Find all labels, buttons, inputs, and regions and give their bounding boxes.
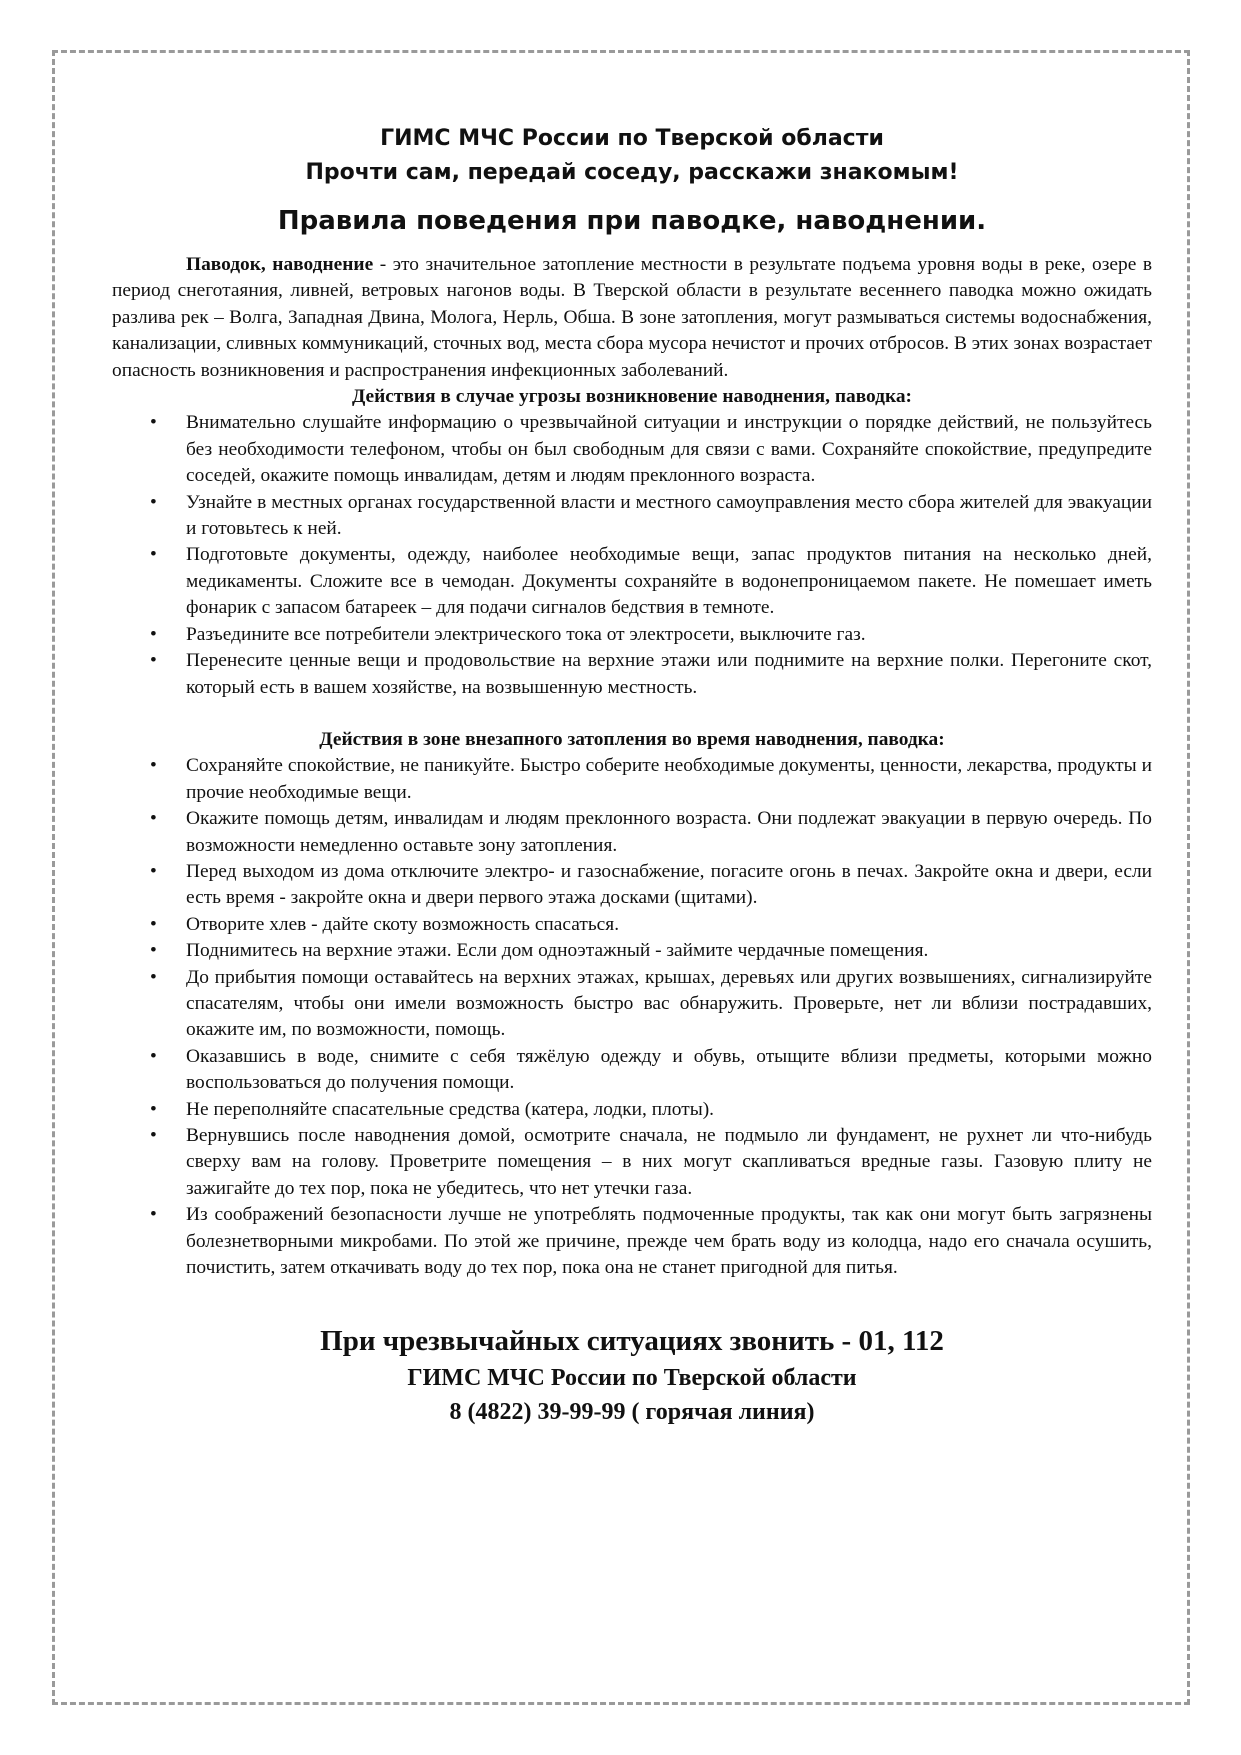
bullet-icon: • [150,1204,157,1226]
list-item [112,1123,1152,1202]
list-item-text: Разъедините все потребители электрического тока от электросети, выключите газ. [186,623,866,645]
bullet-icon: • [150,491,157,513]
bullet-icon: • [150,1045,157,1067]
list-item [112,753,1152,806]
list-item [112,622,1152,648]
bullet-icon: • [150,623,157,645]
list-item [112,859,1152,912]
section-threat-list [112,410,1152,700]
section-flood-list [112,753,1152,1281]
list-item-text: Подготовьте документы, одежду, наиболее необходимые вещи, запас продуктов питания на несколько дней, медикаменты. Сложите все в чемодан. Документы сохраняйте в водонепроницаемом пакете. Не помешает иметь фонарик с запасом батареек – для подачи сигналов бедствия в темноте. [186,544,1152,619]
bullet-icon: • [150,966,157,988]
list-item-text: Поднимитесь на верхние этажи. Если дом одноэтажный - займите чердачные помещения. [186,940,929,962]
list-item [112,806,1152,859]
emergency-call-line: При чрезвычайных ситуациях звонить - 01, 112 [320,1325,944,1358]
list-item-text: Окажите помощь детям, инвалидам и людям преклонного возраста. Они подлежат эвакуации в первую очередь. По возможности немедленно оставьте зону затопления. [186,808,1152,856]
bullet-icon: • [150,860,157,882]
footer-org: ГИМС МЧС России по Тверской области [407,1365,857,1392]
list-item-text: Узнайте в местных органах государственной власти и местного самоуправления место сбора жителей для эвакуации и готовьтесь к ней. [186,491,1152,540]
list-item-text: Не переполняйте спасательные средства (катера, лодки, плоты). [186,1098,715,1120]
list-item-text: Отворите хлев - дайте скоту возможность спасаться. [186,913,620,935]
document-content [112,122,1152,1429]
footer [112,1321,1152,1429]
list-item-text: Перенесите ценные вещи и продовольствие на верхние этажи или поднимите на верхние полки. Перегоните скот, который есть в вашем хозяйстве, на возвышенную местность. [186,650,1152,698]
list-item [112,938,1152,964]
list-item-text: До прибытия помощи оставайтесь на верхних этажах, крышах, деревьях или других возвышениях, сигнализируйте спасателям, чтобы они имели возможность быстро вас обнаружить. Проверьте, нет ли вблизи пострадавших, окажите им, по возможности, помощь. [186,966,1152,1041]
intro-text: - это значительное затопление местности в результате подъема уровня воды в реке, озере в период снеготаяния, ливней, ветровых нагонов воды. В Тверской области в результате весеннего паводка можно ожидать разлива рек – Волга, Западная Двина, Молога, Нерль, Обша. В зоне затопления, могут размываться системы водоснабжения, канализации, сливных коммуникаций, сточных вод, места сбора мусора нечистот и прочих отбросов. В этих зонах возрастает опасность возникновения и распространения инфекционных заболеваний. [112,254,1152,381]
list-item [112,965,1152,1044]
list-item-text: Из соображений безопасности лучше не употреблять подмоченные продукты, так как они могут быть загрязнены болезнетворными микробами. По этой же причине, прежде чем брать воду из колодца, надо его сначала осушить, почистить, затем откачивать воду до тех пор, пока она не станет пригодной для питья. [186,1204,1152,1279]
org-header: ГИМС МЧС России по Тверской области [380,126,884,151]
bullet-icon: • [150,755,157,777]
section-threat-title: Действия в случае угрозы возникновение наводнения, паводка: [351,386,913,408]
bullet-icon: • [150,412,157,434]
list-item-text: Перед выходом из дома отключите электро- и газоснабжение, погасите огонь в печах. Закройте окна и двери, если есть время - закройте окна и двери первого этажа досками (щитами). [186,860,1152,909]
bullet-icon: • [150,650,157,672]
intro-term: Паводок, наводнение [186,254,374,275]
list-item [112,1097,1152,1123]
list-item [112,1044,1152,1097]
bullet-icon: • [150,544,157,566]
list-item [112,912,1152,938]
list-item-text: Сохраняйте спокойствие, не паникуйте. Быстро соберите необходимые документы, ценности, лекарства, продукты и прочие необходимые вещи. [186,755,1152,803]
page-title: Правила поведения при паводке, наводнении. [277,206,987,236]
list-item [112,1202,1152,1281]
section-flood-title: Действия в зоне внезапного затопления во время наводнения, паводка: [319,728,945,750]
list-item-text: Вернувшись после наводнения домой, осмотрите сначала, не подмыло ли фундамент, не рухнет ли что-нибудь сверху вам на голову. Проветрите помещения – в них могут скапливаться вредные газы. Газовую плиту не зажигайте до тех пор, пока не убедитесь, что нет утечки газа. [186,1125,1152,1199]
bullet-icon: • [150,1125,157,1146]
list-item-text: Внимательно слушайте информацию о чрезвычайной ситуации и инструкции о порядке действий, не пользуйтесь без необходимости телефоном, чтобы он был свободным для связи с вами. Сохраняйте спокойствие, предупредите соседей, окажите помощь инвалидам, детям и людям преклонного возраста. [186,412,1152,487]
list-item [112,542,1152,621]
hotline-phone: 8 (4822) 39-99-99 ( горячая линия) [449,1399,815,1426]
bullet-icon: • [150,940,157,962]
slogan: Прочти сам, передай соседу, расскажи знакомым! [305,160,959,185]
bullet-icon: • [150,808,157,830]
list-item [112,648,1152,701]
list-item-text: Оказавшись в воде, снимите с себя тяжёлую одежду и обувь, отыщите вблизи предметы, которыми можно воспользоваться до получения помощи. [186,1045,1152,1094]
list-item [112,410,1152,489]
bullet-icon: • [150,913,157,935]
list-item [112,490,1152,543]
bullet-icon: • [150,1098,157,1120]
intro-paragraph [112,252,1152,384]
